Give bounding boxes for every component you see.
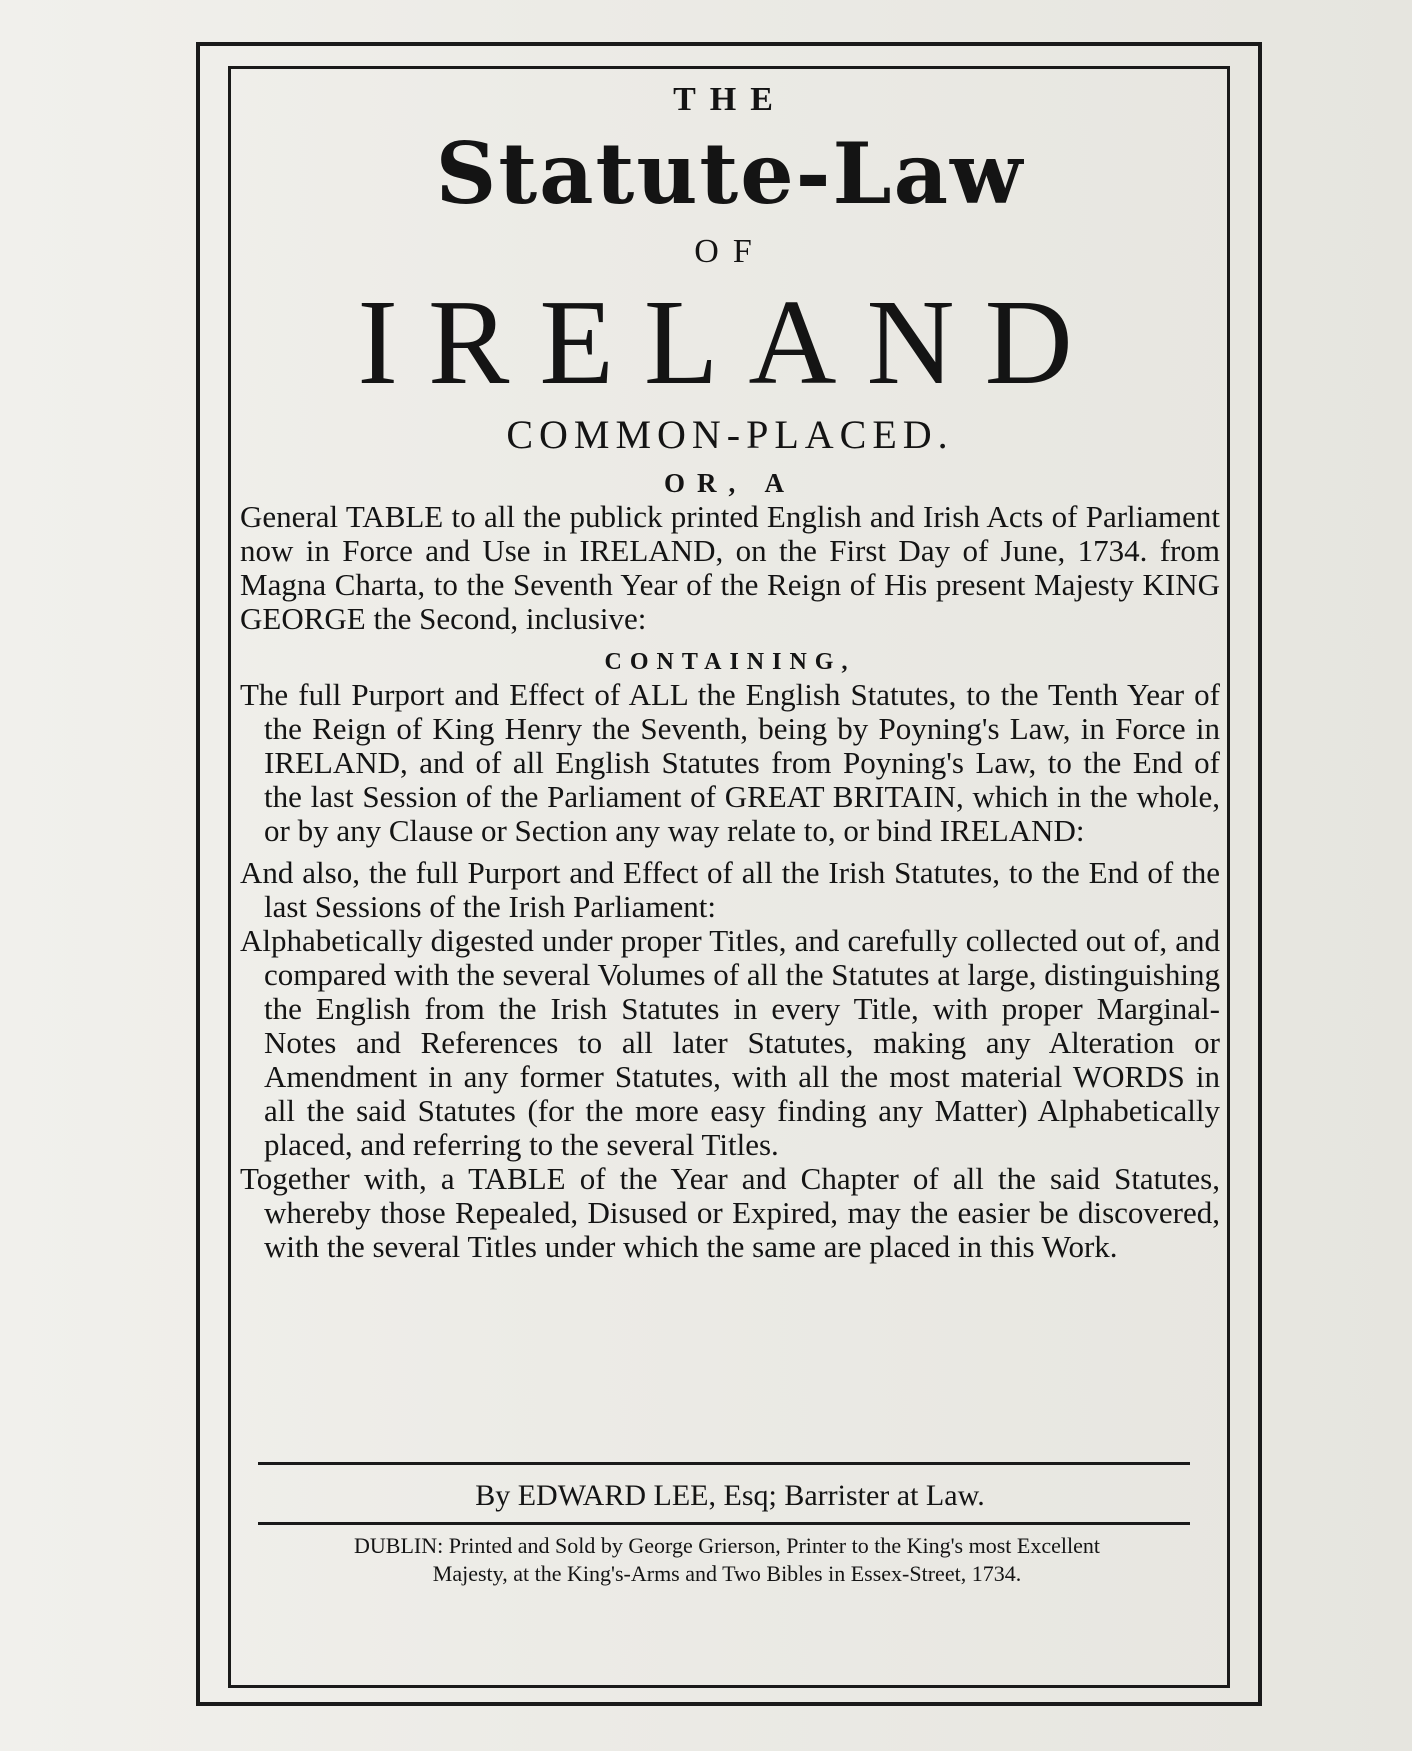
author-line: By EDWARD LEE, Esq; Barrister at Law. xyxy=(475,1479,985,1512)
english-statutes-paragraph: The full Purport and Effect of ALL the English Statutes, to the Tenth Year of the Reign of King Henry the Seventh, being by Poyning's Law, in Force in IRELAND, and of all English Statutes from Poyning's Law, to the End of the last Session of the Parliament of GREAT BRITAIN, which in the whole, or by any Clause or Section any way relate to, or bind IRELAND: xyxy=(240,677,1220,848)
imprint xyxy=(262,1532,1192,1588)
general-table-paragraph: General TABLE to all the publick printed English and Irish Acts of Parliament now in Force and Use in IRELAND, on the First Day of June, 1734. from Magna Charta, to the Seventh Year of the Reign of His present Majesty KING GEORGE the Second, inclusive: xyxy=(240,499,1220,636)
or-a: OR, A xyxy=(663,468,796,498)
rule-above-author xyxy=(258,1462,1190,1465)
title-the: THE xyxy=(673,81,787,118)
title-statute-law: Statute-Law xyxy=(435,124,1025,223)
imprint-line-2: Majesty, at the King's-Arms and Two Bibles in Essex-Street, 1734. xyxy=(432,1561,1022,1586)
imprint-line-1: DUBLIN: Printed and Sold by George Grierson, Printer to the King's most Excellent xyxy=(354,1533,1100,1558)
containing-heading: CONTAINING, xyxy=(604,649,856,675)
title-block xyxy=(240,70,1220,1264)
rule-below-author xyxy=(258,1522,1190,1525)
together-paragraph: Together with, a TABLE of the Year and Chapter of all the said Statutes, whereby those Repealed, Disused or Expired, may the easier be discovered, with the several Titles under which the same are placed in this Work. xyxy=(240,1161,1220,1264)
description-text xyxy=(240,500,1220,1264)
title-common-placed: COMMON-PLACED. xyxy=(506,412,954,457)
title-of: OF xyxy=(694,233,766,270)
alphabetically-paragraph: Alphabetically digested under proper Titles, and carefully collected out of, and compared with the several Volumes of all the Statutes at large, distinguishing the English from the Irish Statutes in every Title, with proper Marginal-Notes and References to all later Statutes, making any Alteration or Amendment in any former Statutes, with all the most material WORDS in all the said Statutes (for the more easy finding any Matter) Alphabetically placed, and referring to the several Titles. xyxy=(240,923,1220,1162)
irish-statutes-paragraph: And also, the full Purport and Effect of all the Irish Statutes, to the End of the last Sessions of the Irish Parliament: xyxy=(240,855,1220,924)
title-ireland: IRELAND xyxy=(357,275,1103,410)
